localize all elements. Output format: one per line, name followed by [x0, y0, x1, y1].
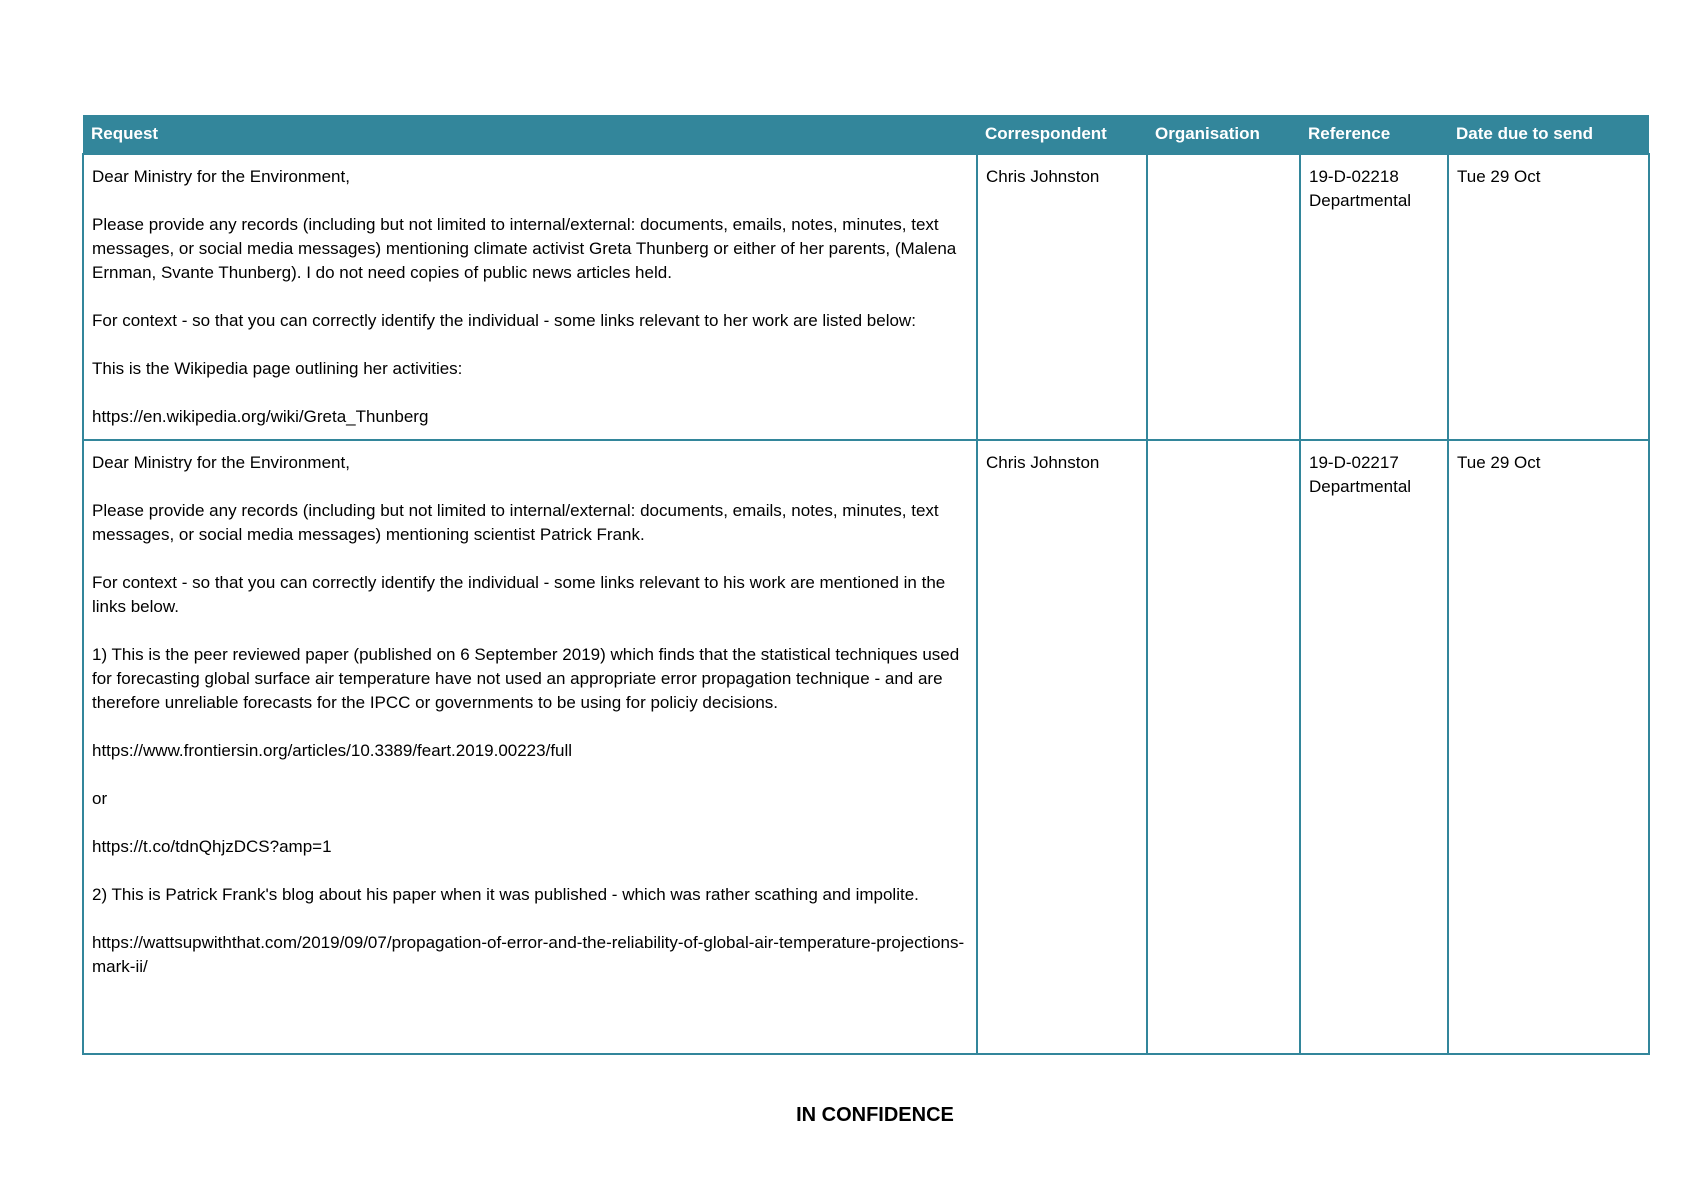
- reference-cell: [1300, 154, 1448, 440]
- correspondent-cell: Chris Johnston: [977, 154, 1147, 440]
- request-paragraph: Please provide any records (including but not limited to internal/external: documents, emails, notes, minutes, text messages, or social media messages) mentioning scientist Patrick Frank.: [92, 501, 939, 544]
- request-cell: [83, 154, 977, 440]
- organisation-cell: [1147, 440, 1300, 1054]
- table-row: [83, 154, 1649, 440]
- request-cell: [83, 440, 977, 1054]
- request-link: https://t.co/tdnQhjzDCS?amp=1: [92, 837, 332, 856]
- requests-table: [82, 115, 1650, 1055]
- classification-footer: IN CONFIDENCE: [796, 1104, 954, 1126]
- header-correspondent: Correspondent: [977, 115, 1147, 154]
- header-reference: Reference: [1300, 115, 1448, 154]
- date-due-cell: Tue 29 Oct: [1448, 154, 1649, 440]
- request-link: https://en.wikipedia.org/wiki/Greta_Thunberg: [92, 407, 429, 426]
- request-paragraph: Please provide any records (including but not limited to internal/external: documents, emails, notes, minutes, text messages, or social media messages) mentioning climate activist Greta Thunberg or either of her parents, (Malena Ernman, Svante Thunberg). I do not need copies of public news articles held.: [92, 215, 957, 282]
- request-paragraph: or: [92, 789, 108, 808]
- header-date-due: Date due to send: [1448, 115, 1649, 154]
- table-header-row: [83, 115, 1649, 154]
- request-paragraph: 1) This is the peer reviewed paper (published on 6 September 2019) which finds that the statistical techniques used for forecasting global surface air temperature have not used an appropriate error propagation technique - and are therefore unreliable forecasts for the IPCC or governments to be using for policiy decisions.: [92, 645, 960, 712]
- request-link: https://wattsupwiththat.com/2019/09/07/propagation-of-error-and-the-reliability-of-global-air-temperature-projections-mark-ii/: [92, 933, 965, 976]
- request-paragraph: Dear Ministry for the Environment,: [92, 167, 350, 186]
- request-paragraph: For context - so that you can correctly identify the individual - some links relevant to her work are listed below:: [92, 311, 916, 330]
- reference-number: 19-D-02217: [1309, 453, 1399, 472]
- table-row: [83, 440, 1649, 1054]
- reference-type: Departmental: [1309, 191, 1412, 210]
- reference-cell: [1300, 440, 1448, 1054]
- request-paragraph: For context - so that you can correctly identify the individual - some links relevant to his work are mentioned in the links below.: [92, 573, 946, 616]
- date-due-cell: Tue 29 Oct: [1448, 440, 1649, 1054]
- header-organisation: Organisation: [1147, 115, 1300, 154]
- request-paragraph: 2) This is Patrick Frank's blog about his paper when it was published - which was rather scathing and impolite.: [92, 885, 919, 904]
- correspondent-cell: Chris Johnston: [977, 440, 1147, 1054]
- organisation-cell: [1147, 154, 1300, 440]
- header-request: Request: [83, 115, 977, 154]
- reference-number: 19-D-02218: [1309, 167, 1399, 186]
- request-paragraph: This is the Wikipedia page outlining her activities:: [92, 359, 463, 378]
- request-link: https://www.frontiersin.org/articles/10.3389/feart.2019.00223/full: [92, 741, 573, 760]
- request-paragraph: Dear Ministry for the Environment,: [92, 453, 350, 472]
- reference-type: Departmental: [1309, 477, 1412, 496]
